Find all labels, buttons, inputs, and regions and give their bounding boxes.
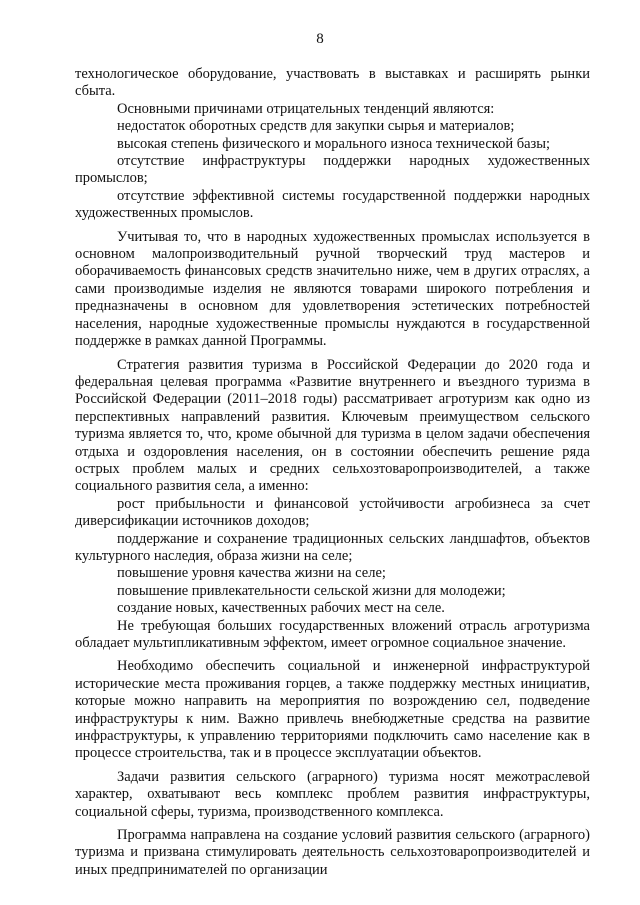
list-item: поддержание и сохранение традиционных сельских ландшафтов, объектов культурного наследия, образа жизни на селе; — [75, 530, 590, 564]
paragraph: технологическое оборудование, участвовать в выставках и расширять рынки сбыта. — [75, 66, 590, 100]
list-item: повышение уровня качества жизни на селе; — [117, 565, 386, 582]
paragraph: Учитывая то, что в народных художественных промыслах используется в основном малопроизводительный ручной творческий труд мастеров и оборачиваемость финансовых средств значительно ниже, чем в других отраслях, а сами производимые изделия не являются товарами широкого потребления и предназначены в основном для удовлетворения эстетических потребностей населения, народные художественные промыслы нуждаются в государственной поддержке в рамках данной Программы. — [75, 228, 590, 350]
list-item: повышение привлекательности сельской жизни для молодежи; — [117, 582, 506, 599]
paragraph: Не требующая больших государственных вложений отрасль агротуризма обладает мультипликативным эффектом, имеет огромное социальное значение. — [75, 617, 590, 651]
list-item: высокая степень физического и морального износа технической базы; — [117, 135, 551, 152]
paragraph: Основными причинами отрицательных тенденций являются: — [117, 100, 495, 117]
paragraph: Стратегия развития туризма в Российской Федерации до 2020 года и федеральная целевая программа «Развитие внутреннего и въездного туризма в Российской Федерации (2011–2018 годы) рассматривает агротуризм как одно из перспективных направлений развития. Ключевым преимуществом сельского туризма является то, что, кроме обычной для туризма в целом задачи обеспечения отдыха и оздоровления населения, он в состоянии обеспечить решение ряда острых проблем малых и средних сельхозтоваропроизводителей, а также социального развития села, а именно: — [75, 356, 590, 495]
list-item: создание новых, качественных рабочих мест на селе. — [117, 600, 445, 617]
document-body — [75, 66, 590, 879]
paragraph: Программа направлена на создание условий развития сельского (аграрного) туризма и призвана стимулировать деятельность сельхозтоваропроизводителей и иных предпринимателей по организации — [75, 827, 590, 878]
list-item: недостаток оборотных средств для закупки сырья и материалов; — [117, 118, 515, 135]
list-item: рост прибыльности и финансовой устойчивости агробизнеса за счет диверсификации источников доходов; — [75, 495, 590, 530]
paragraph: Необходимо обеспечить социальной и инженерной инфраструктурой исторические места проживания горцев, а также поддержку местных инициатив, которые можно направить на мероприятия по возрождению сел, подведение инфраструктуры к ним. Важно привлечь внебюджетные средства на развитие инфраструктуры, к управлению территориями подключить само население как в процессе строительства, так и в процессе эксплуатации объектов. — [75, 658, 590, 762]
list-item: отсутствие инфраструктуры поддержки народных художественных промыслов; — [75, 153, 590, 187]
list-item: отсутствие эффективной системы государственной поддержки народных художественных промыслов. — [75, 187, 590, 222]
paragraph: Задачи развития сельского (аграрного) туризма носят межотраслевой характер, охватывают весь комплекс проблем развития инфраструктуры, социальной сферы, туризма, производственного комплекса. — [75, 768, 590, 820]
page-number: 8 — [316, 31, 324, 47]
